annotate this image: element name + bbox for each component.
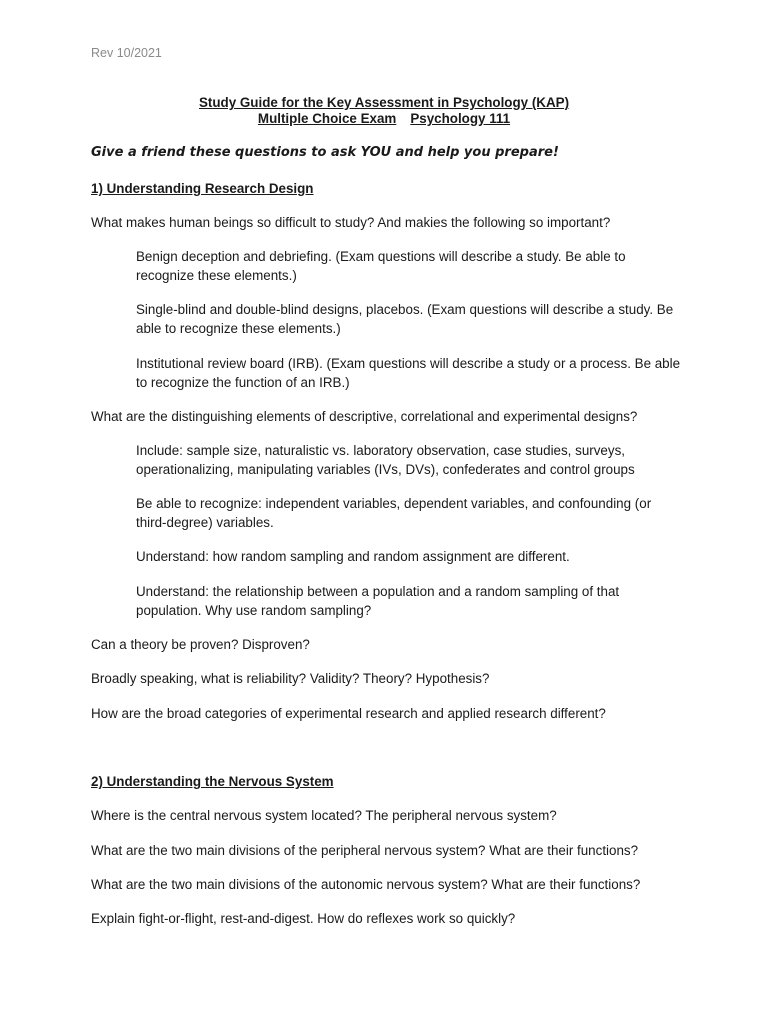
sub-point: Institutional review board (IRB). (Exam questions will describe a study or a process. Be able to recognize the function of an IRB.)	[136, 356, 681, 390]
sub-point: Single-blind and double-blind designs, placebos. (Exam questions will describe a study. Be able to recognize these elements.)	[136, 302, 674, 336]
revision-label: Rev 10/2021	[91, 46, 162, 60]
section-heading-research-design: 1) Understanding Research Design	[91, 181, 314, 196]
course-name: Psychology 111	[410, 111, 511, 126]
question: Can a theory be proven? Disproven?	[91, 637, 310, 652]
document-title: Study Guide for the Key Assessment in Psychology (KAP)	[198, 95, 570, 110]
sub-point: Include: sample size, naturalistic vs. laboratory observation, case studies, surveys, operationalizing, manipulating variables (IVs, DVs), confederates and control groups	[136, 443, 635, 477]
question: What are the two main divisions of the autonomic nervous system? What are their functions?	[91, 877, 641, 892]
document-subtitle	[0, 109, 768, 128]
question: What are the distinguishing elements of descriptive, correlational and experimental designs?	[91, 409, 638, 424]
question: Where is the central nervous system located? The peripheral nervous system?	[91, 808, 557, 823]
sub-point: Understand: the relationship between a population and a random sampling of that population. Why use random sampling?	[136, 584, 620, 618]
sub-point: Be able to recognize: independent variables, dependent variables, and confounding (or third-degree) variables.	[136, 496, 652, 530]
section-heading-nervous-system: 2) Understanding the Nervous System	[91, 774, 334, 789]
motto: Give a friend these questions to ask YOU and help you prepare!	[91, 145, 559, 160]
question: How are the broad categories of experimental research and applied research different?	[91, 706, 606, 721]
question: What are the two main divisions of the peripheral nervous system? What are their functions?	[91, 843, 639, 858]
question: Explain fight-or-flight, rest-and-digest. How do reflexes work so quickly?	[91, 911, 516, 926]
exam-type: Multiple Choice Exam	[257, 111, 397, 126]
question: Broadly speaking, what is reliability? Validity? Theory? Hypothesis?	[91, 671, 490, 686]
sub-point: Understand: how random sampling and random assignment are different.	[136, 549, 570, 564]
question: What makes human beings so difficult to study? And makies the following so important?	[91, 215, 611, 230]
sub-point: Benign deception and debriefing. (Exam questions will describe a study. Be able to recognize these elements.)	[136, 249, 626, 283]
